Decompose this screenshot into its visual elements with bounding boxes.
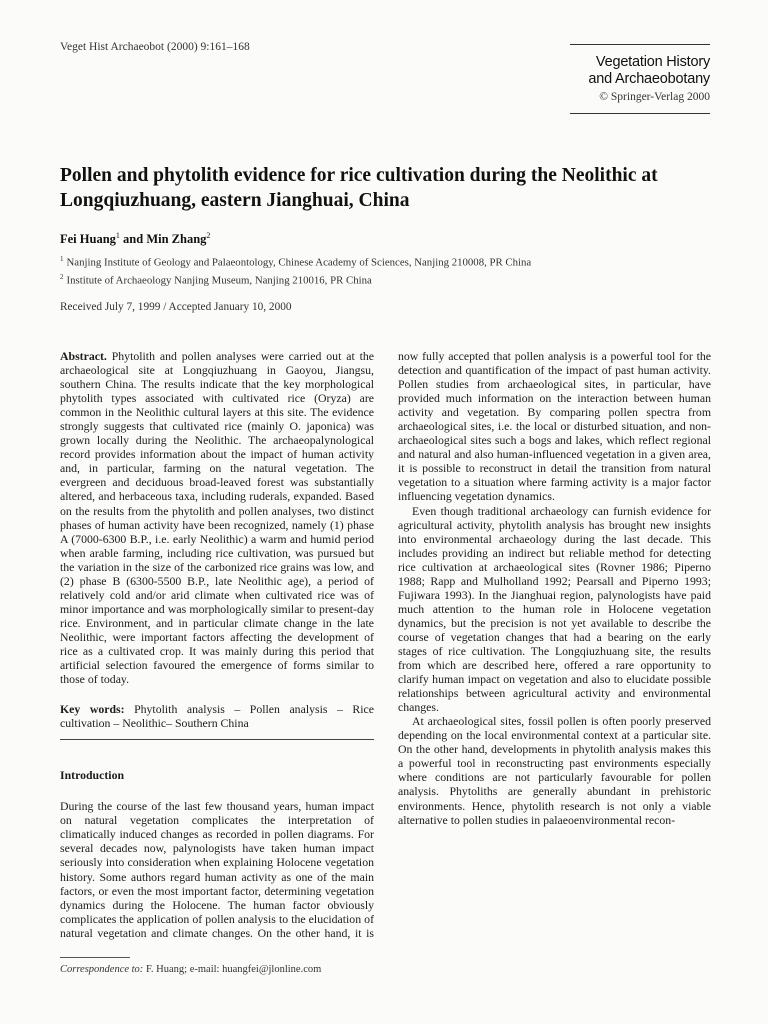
masthead-bottom-rule <box>570 113 710 114</box>
intro-para3: At archaeological sites, fossil pollen is often poorly preserved depending on the local environmental context at a particular site. On the other hand, developments in phytolith analysis makes this a powerful tool in reconstructing past environments especially where conditions are not particularly favourable for pollen analysis. Phytoliths are generally abundant in prehistoric environments. Hence, phytolith research is not only a viable alternative to pollen studies in palaeoenvironmental recon- <box>398 714 711 827</box>
abstract <box>60 349 374 686</box>
journal-citation: Veget Hist Archaeobot (2000) 9:161–168 <box>60 41 250 53</box>
footnote-label: Correspondence to: <box>60 964 144 975</box>
masthead-top-rule <box>570 44 710 45</box>
author-affiliation-marker: 2 <box>206 231 211 240</box>
intro-para1-start <box>60 799 374 939</box>
author-name: Min Zhang <box>146 232 207 247</box>
footnote-rule <box>60 957 130 958</box>
right-column <box>398 349 711 827</box>
author-name: Fei Huang <box>60 232 116 247</box>
affiliation-line <box>60 252 720 270</box>
section-divider <box>60 739 374 740</box>
article-title: Pollen and phytolith evidence for rice cultivation during the Neolithic at Longqiuzhuang, eastern Jianghuai, China <box>60 165 658 211</box>
affiliation-line <box>60 270 720 288</box>
intro-para2: Even though traditional archaeology can furnish evidence for agricultural activity, phytolith analysis has brought new insights into environmental archaeology during the last decade. This includes providing an indirect but reliable method for detecting rice cultivation at archaeological sites (Rovner 1986; Piperno 1988; Rapp and Mulholland 1992; Pearsall and Piperno 1993; Fujiwara 1993). In the Jianghuai region, palynologists have paid much attention to the human role in Holocene vegetation dynamics, but the precision is not yet available to describe the course of vegetation changes that had a bearing on the early stages of rice cultivation. The Longqiuzhuang site, the results from which are described here, offered a rare opportunity to clarify human impact on vegetation and also to elucidate possible relationships between agricultural activity and environmental changes. <box>398 503 711 715</box>
journal-name-line2: and Archaeobotany <box>588 71 710 87</box>
journal-masthead <box>570 44 710 114</box>
keywords-label: Key words: <box>60 702 125 717</box>
left-column <box>60 349 374 940</box>
affiliation-text: Institute of Archaeology Nanjing Museum, Nanjing 210016, PR China <box>66 274 372 287</box>
journal-name-line1: Vegetation History <box>595 54 710 70</box>
keywords <box>60 702 374 730</box>
footnote-contact: F. Huang; e-mail: huangfei@jlonline.com <box>145 964 322 975</box>
affiliation-marker: 1 <box>60 255 64 263</box>
intro-para1-continued: now fully accepted that pollen analysis is a powerful tool for the detection and quantification of the impact of past human activity. Pollen studies from archaeological sites, in particular, have provided much information on the interaction between human activity and vegetation. By comparing pollen spectra from archaeological sites, i.e. the local or disturbed situation, and non-archaeological sites such a bogs and lakes, which reflect regional and natural and also human-influenced vegetation in a given area, it is possible to reconstruct in detail the transition from natural vegetation to a situation where farming activity is a major factor influencing vegetation dynamics. <box>398 349 711 504</box>
correspondence-footnote <box>60 957 374 975</box>
author-joiner: and <box>119 232 147 247</box>
affiliations <box>60 252 720 287</box>
intro-para1-text: During the course of the last few thousand years, human impact on natural vegetation complicates the interpretation of climatically induced changes as recorded in pollen diagrams. For several decades now, palynologists have taken human impact seriously into consideration when explaining Holocene vegetation history. Some authors regard human activity as one of the main factors, or even the most important factor, determining vegetation dynamics during the Holocene. The human factor obviously complicates the application of pollen analysis to the elucidation of natural vegetation and climate changes. On the other hand, it is <box>60 799 374 940</box>
abstract-label: Abstract. <box>60 349 107 363</box>
author-affiliation-marker: 1 <box>115 231 120 240</box>
keywords-text: Phytolith analysis – Pollen analysis – Rice cultivation – Neolithic– Southern China <box>60 702 374 731</box>
received-accepted-dates: Received July 7, 1999 / Accepted January 10, 2000 <box>60 301 292 313</box>
abstract-text: Phytolith and pollen analyses were carried out at the archaeological site at Longqiuzhuang in Gaoyou, Jiangsu, southern China. The results indicate that the key morphological phytolith types associated with cultivated rice (Oryza) are common in the Neolithic cultural layers at this site. The evidence strongly suggests that cultivated rice (mainly O. japonica) was grown locally during the Neolithic. The archaeopalynological record provides information about the impact of human activity and, in particular, farming on the natural vegetation. The evergreen and deciduous broad-leaved forest was substantially altered, and herbaceous taxa, including ruderals, expanded. Based on the results from the phytolith and pollen analyses, two distinct phases of human activity have been recognized, namely (1) phase A (7000-6300 B.P., i.e. early Neolithic) a warm and humid period when arable farming, including rice cultivation, was pursued but the variation in the size of the carbonized rice grains was low, and (2) phase B (6300-5500 B.P., late Neolithic age), a period of relatively cold and/or arid climate when cultivated rice was of minor importance and was morphologically similar to present-day rice. Environment, and in particular climate change in the late Neolithic, were important factors affecting the development of rice as a cultivated crop. It was mainly during this period that artificial selection favoured the emergence of forms similar to those of today. <box>60 349 374 687</box>
publisher-copyright: © Springer-Verlag 2000 <box>599 91 710 103</box>
section-heading-introduction: Introduction <box>60 768 125 783</box>
footnote-text <box>60 964 374 975</box>
author-list <box>60 231 210 247</box>
affiliation-text: Nanjing Institute of Geology and Palaeontology, Chinese Academy of Sciences, Nanjing 210008, PR China <box>66 256 532 269</box>
affiliation-marker: 2 <box>60 272 64 281</box>
